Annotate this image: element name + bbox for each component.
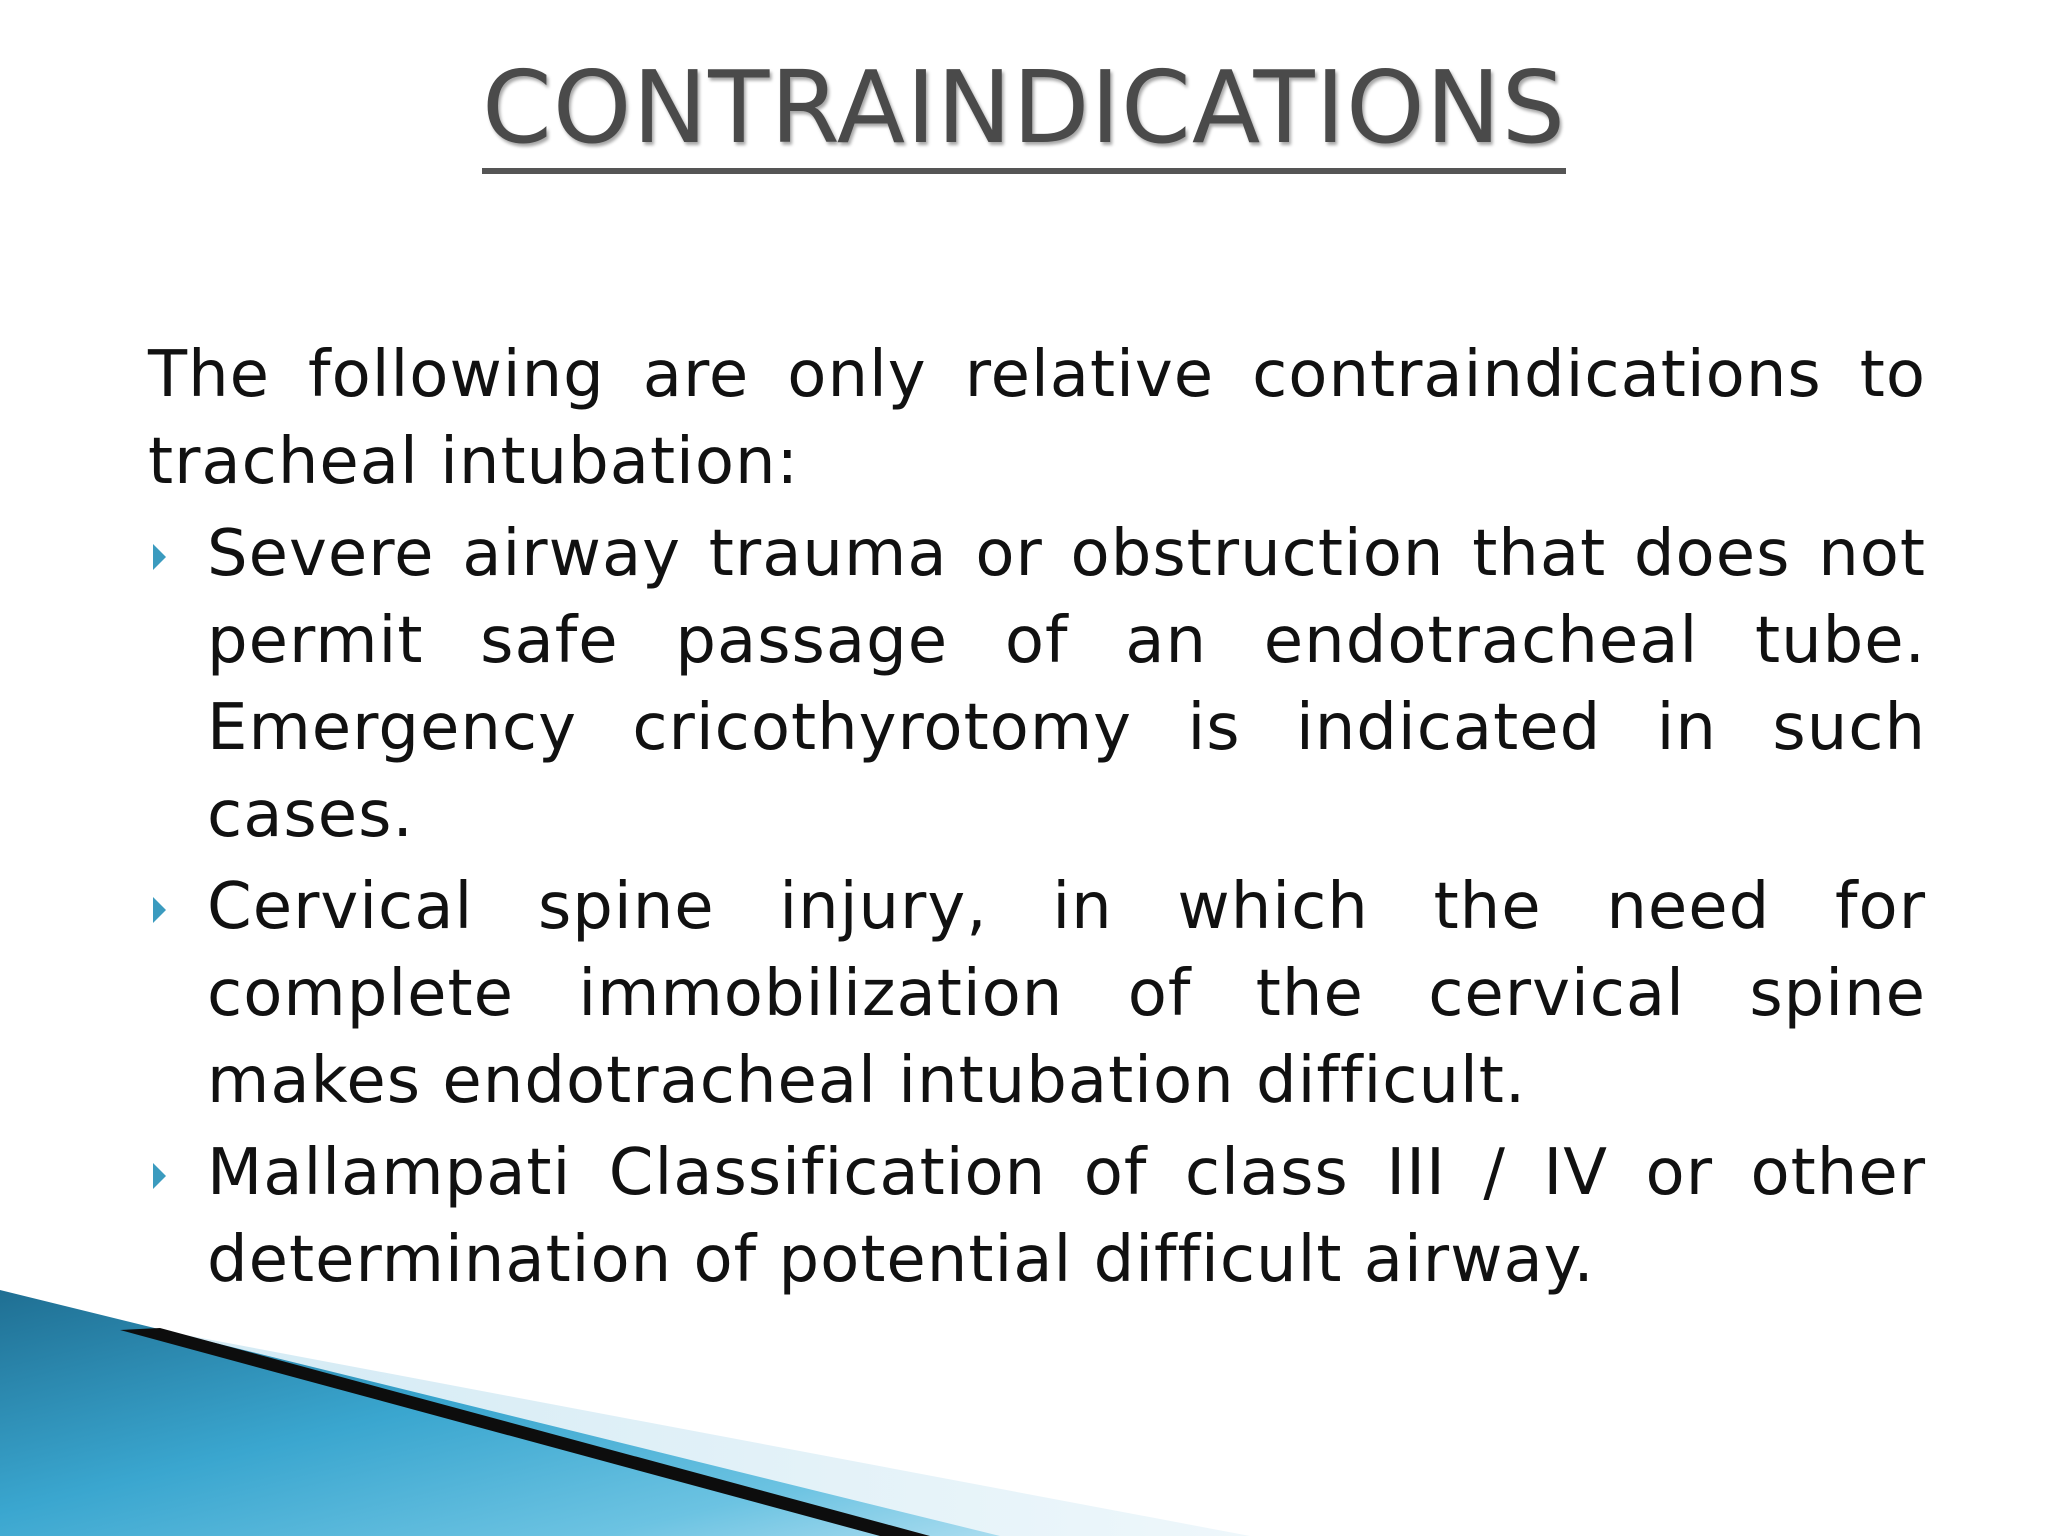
list-item [148,1130,1926,1304]
list-item [148,864,1926,1125]
triangle-bullet-icon [153,897,166,923]
list-item [148,511,1926,859]
slide-body [148,332,1926,1309]
list-item-text: Cervical spine injury, in which the need for complete immobilization of the cervical spine makes endotracheal intubation difficult. [207,870,1926,1118]
triangle-bullet-icon [153,1163,166,1189]
triangle-bullet-icon [153,544,166,570]
intro-paragraph: The following are only relative contraindications to tracheal intubation: [148,338,1926,499]
list-item-text: Severe airway trauma or obstruction that does not permit safe passage of an endotracheal tube. Emergency cricothyrotomy is indicated in such cases. [207,517,1926,852]
slide-title [0,48,2048,168]
list-item-text: Mallampati Classification of class III / IV or other determination of potential difficult airway. [207,1136,1926,1297]
contraindication-list [148,511,1926,1304]
slide-title-text: CONTRAINDICATIONS [482,49,1566,174]
